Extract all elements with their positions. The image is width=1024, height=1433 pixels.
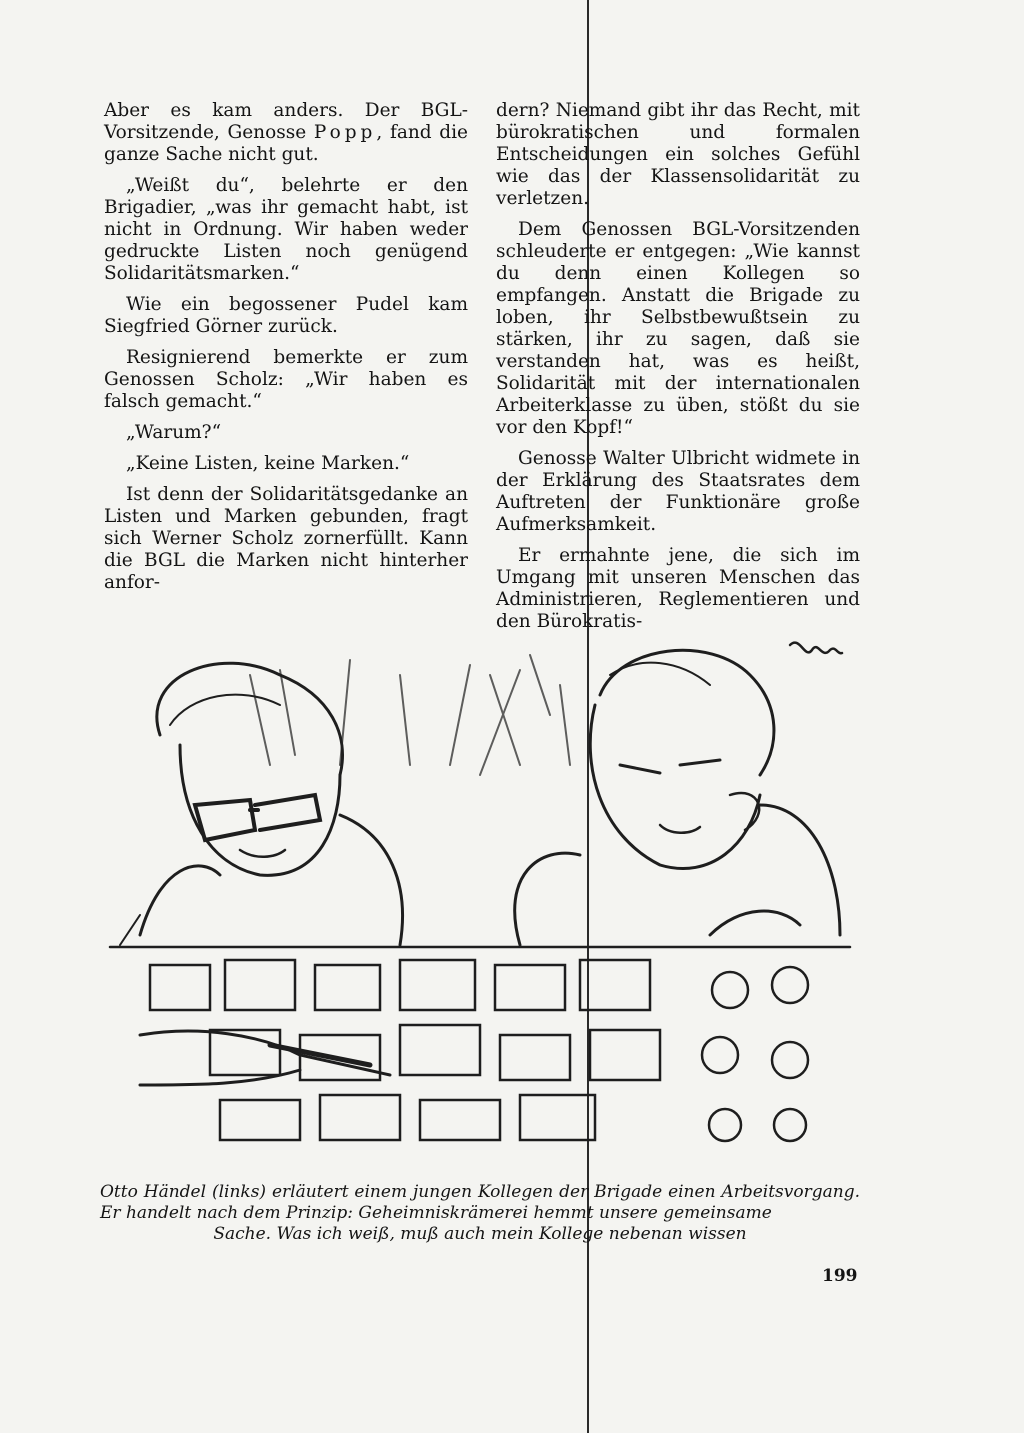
paragraph: „Keine Listen, keine Marken.“ (126, 453, 410, 474)
paragraph: Er ermahnte jene, die sich im Umgang mit unseren Menschen das Administrieren, Reglementieren und den Bürokratis- (496, 545, 860, 632)
paragraph: „Weißt du“, belehrte er den Brigadier, „was ihr gemacht habt, ist nicht in Ordnung. Wir haben weder gedruckte Listen noch genügend Solidaritätsmarken.“ (104, 175, 468, 284)
right-text-column (496, 100, 860, 642)
caption-last-line: Sache. Was ich weiß, muß auch mein Kollege nebenan wissen (213, 1224, 747, 1244)
paragraph: Wie ein begossener Pudel kam Siegfried Görner zurück. (104, 294, 468, 337)
illustration-caption (100, 1182, 860, 1245)
paragraph: „Warum?“ (126, 422, 222, 443)
emphasized-name: Popp (313, 122, 377, 143)
paragraph: Dem Genossen BGL-Vorsitzenden schleuderte er entgegen: „Wie kannst du denn einen Kollegen so empfangen. Anstatt die Brigade zu loben, ihr Selbstbewußtsein zu stärken, ihr zu sagen, daß sie verstanden hat, was es heißt, Solidarität mit der internationalen Arbeiterklasse zu üben, stößt du sie vor den Kopf!“ (496, 219, 860, 438)
paragraph: Resignierend bemerkte er zum Genossen Scholz: „Wir haben es falsch gemacht.“ (104, 347, 468, 412)
page-number: 199 (822, 1266, 858, 1286)
caption-text: Otto Händel (links) erläutert einem jungen Kollegen der Brigade einen Arbeitsvorgang. Er handelt nach dem Prinzip: Geheimniskrämerei hemmt unsere gemeinsame (100, 1182, 860, 1223)
paragraph: Ist denn der Solidaritätsgedanke an Listen und Marken gebunden, fragt sich Werner Scholz zornerfüllt. Kann die BGL die Marken nicht hinterher anfor- (104, 484, 468, 593)
paragraph: dern? Niemand gibt ihr das Recht, mit bürokratischen und formalen Entscheidungen ein solches Gefühl wie das der Klassensolidarität zu verletzen. (496, 100, 860, 209)
workers-sketch-illustration (100, 615, 860, 1175)
paragraph: Aber es kam anders. Der BGL-Vorsitzende, Genosse Popp, fand die ganze Sache nicht gut. (104, 100, 469, 165)
left-text-column (104, 100, 468, 603)
paragraph: Genosse Walter Ulbricht widmete in der Erklärung des Staatsrates dem Auftreten der Funktionäre große Aufmerksamkeit. (496, 448, 860, 535)
